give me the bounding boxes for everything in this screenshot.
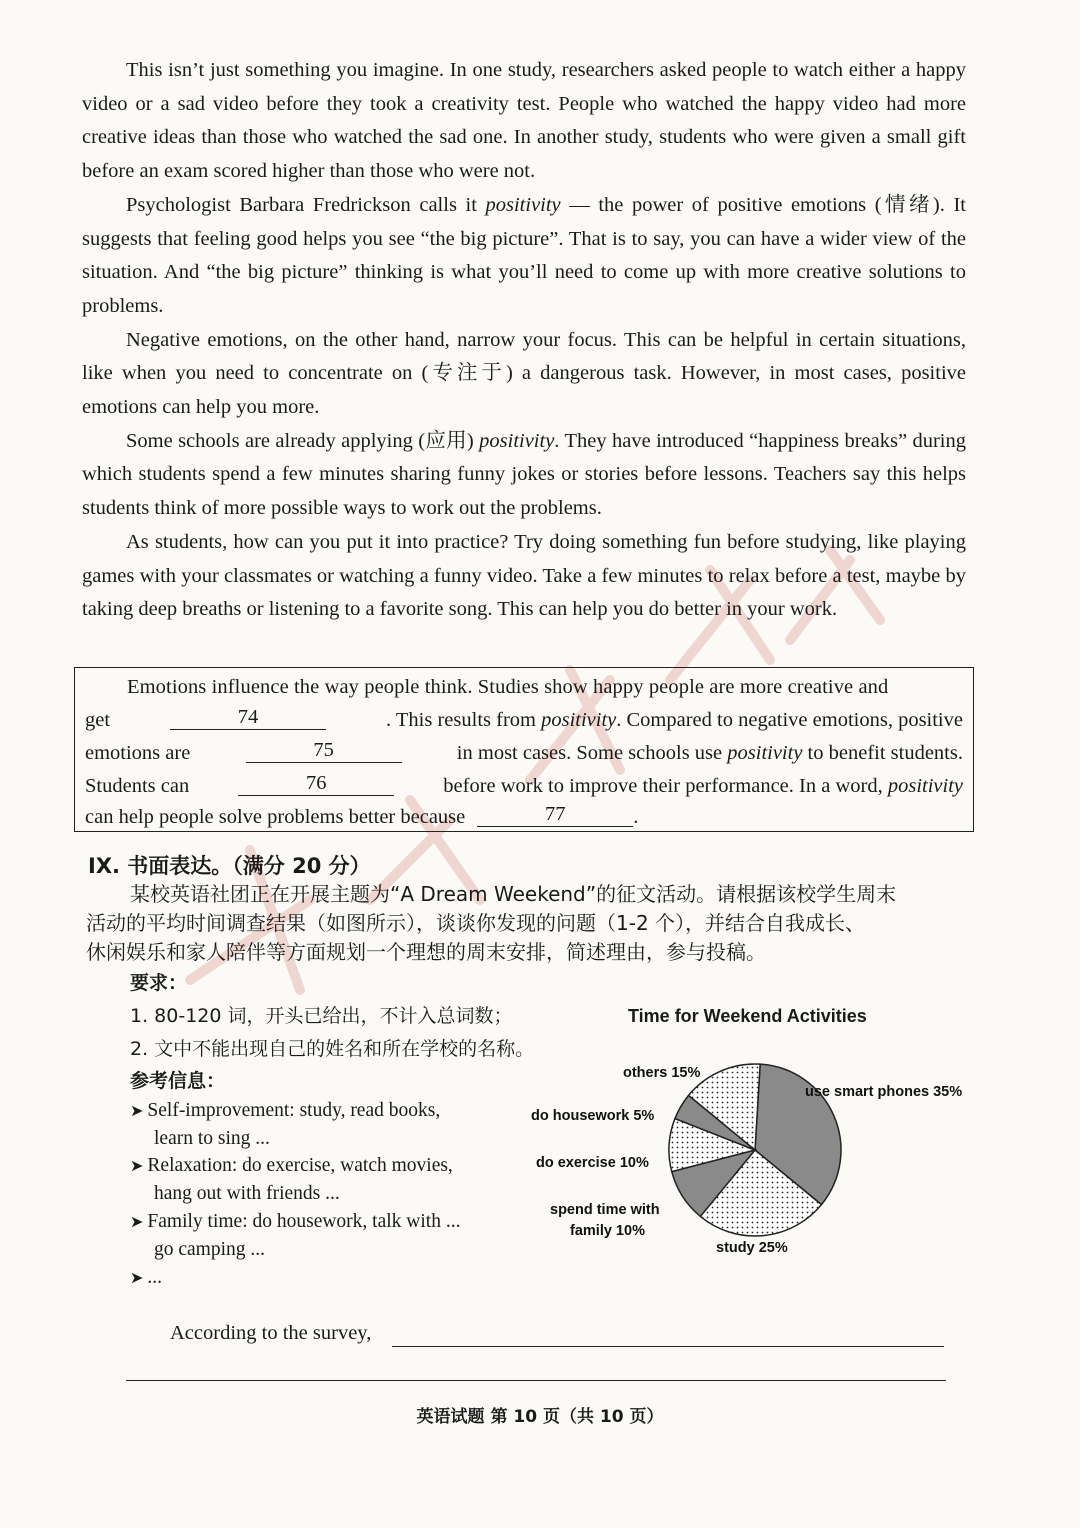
reference-bullet: ➤ Relaxation: do exercise, watch movies, hang out with friends ...	[130, 1152, 510, 1208]
blank-number: 74	[237, 706, 259, 728]
page-footer: 英语试题 第 10 页（共 10 页）	[416, 1407, 664, 1427]
reference-bullet: ➤ ...	[130, 1267, 163, 1288]
blank-number: 77	[545, 803, 566, 825]
section-title: IX. 书面表达。（满分 20 分）	[88, 854, 371, 878]
reference-heading: 参考信息：	[130, 1070, 226, 1092]
slice-label-exercise: do exercise 10%	[536, 1155, 649, 1171]
summary-text: emotions are	[85, 742, 191, 764]
slice-label-study: study 25%	[716, 1240, 788, 1256]
reference-bullet: ➤ Family time: do housework, talk with ... go camping ...	[130, 1208, 510, 1264]
summary-text: get	[85, 709, 111, 731]
summary-line	[85, 771, 963, 801]
blank-number: 75	[313, 739, 334, 761]
answer-line[interactable]	[392, 1346, 944, 1347]
answer-lead: According to the survey,	[170, 1322, 372, 1344]
passage-paragraph: This isn’t just something you imagine. In one study, researchers asked people to watch either a happy video or a sad video before they took a creativity test. People who watched the happy video had more creative ideas than those who watched the sad one. In another study, students who were given a small gift before an exam scored higher than those who were not.	[82, 59, 966, 183]
summary-box	[74, 667, 974, 832]
summary-text: Students can	[85, 775, 190, 797]
slice-label-others: others 15%	[623, 1065, 701, 1081]
summary-line	[85, 672, 963, 702]
arrow-bullet-icon: ➤	[130, 1212, 144, 1231]
chart-title: Time for Weekend Activities	[628, 1006, 867, 1026]
bullet-continuation: hang out with friends ...	[154, 1183, 340, 1204]
slice-label-smartphones: use smart phones 35%	[805, 1084, 963, 1100]
pie-chart-svg	[520, 1000, 990, 1270]
task-line: 休闲娱乐和家人陪伴等方面规划一个理想的周末安排，简述理由，参与投稿。	[86, 940, 766, 964]
requirements-heading: 要求：	[130, 972, 188, 994]
answer-line[interactable]	[126, 1380, 946, 1381]
reading-passage	[82, 54, 966, 627]
passage-paragraph: Psychologist Barbara Fredrickson calls it positivity — the power of positive emotions (情绪). It suggests that feeling good helps you see “the big picture”. That is to say, you can have a wider view of the situation. And “the big picture” thinking is what you’ll need to come up with more creative solutions to problems.	[82, 193, 966, 317]
task-line: 某校英语社团正在开展主题为“A Dream Weekend”的征文活动。请根据该校学生周末	[130, 882, 897, 906]
blank-77[interactable]	[477, 802, 633, 827]
blank-74[interactable]	[170, 705, 326, 730]
arrow-bullet-icon: ➤	[130, 1156, 144, 1175]
writing-task	[86, 880, 970, 967]
summary-line	[85, 738, 963, 768]
passage-paragraph: Negative emotions, on the other hand, narrow your focus. This can be helpful in certain situations, like when you need to concentrate on (专注于) a dangerous task. However, in most cases, positive emotions can help you more.	[82, 328, 966, 419]
reference-bullet: ➤ Self-improvement: study, read books, learn to sing ...	[130, 1097, 510, 1153]
passage-paragraph: As students, how can you put it into practice? Try doing something fun before studying, like playing games with your classmates or watching a funny video. Take a few minutes to relax before a test, maybe by taking deep breaths or listening to a favorite song. This can help you do better in your work.	[82, 530, 966, 621]
bullet-continuation: learn to sing ...	[154, 1128, 270, 1149]
summary-line	[85, 705, 963, 735]
summary-text: before work to improve their performance. In a word, positivity	[443, 775, 963, 797]
summary-text: Emotions influence the way people think. Studies show happy people are more creative and	[127, 676, 889, 698]
slice-label-family: family 10%	[570, 1223, 645, 1239]
summary-text: can help people solve problems better because	[85, 806, 466, 828]
requirement-item: 1. 80-120 词，开头已给出，不计入总词数；	[130, 1005, 513, 1027]
summary-line	[85, 802, 963, 832]
blank-75[interactable]	[246, 738, 402, 763]
summary-text: in most cases. Some schools use positivity to benefit students.	[456, 742, 963, 764]
slice-label-housework: do housework 5%	[531, 1108, 655, 1124]
arrow-bullet-icon: ➤	[130, 1268, 144, 1287]
passage-paragraph: Some schools are already applying (应用) positivity. They have introduced “happiness breaks” during which students spend a few minutes sharing funny jokes or stories before lessons. Teachers say this helps students think of more possible ways to work out the problems.	[82, 429, 966, 520]
blank-76[interactable]	[238, 771, 394, 796]
bullet-continuation: go camping ...	[154, 1239, 266, 1260]
summary-text: .	[633, 806, 639, 828]
summary-text: . This results from positivity. Compared to negative emotions, positive	[386, 709, 963, 731]
blank-number: 76	[305, 772, 327, 794]
pie-chart	[520, 1000, 990, 1270]
slice-label-family: spend time with	[550, 1202, 660, 1218]
arrow-bullet-icon: ➤	[130, 1101, 144, 1120]
task-line: 活动的平均时间调查结果（如图所示），谈谈你发现的问题（1-2 个），并结合自我成长、	[86, 911, 866, 935]
requirement-item: 2. 文中不能出现自己的姓名和所在学校的名称。	[130, 1038, 535, 1060]
